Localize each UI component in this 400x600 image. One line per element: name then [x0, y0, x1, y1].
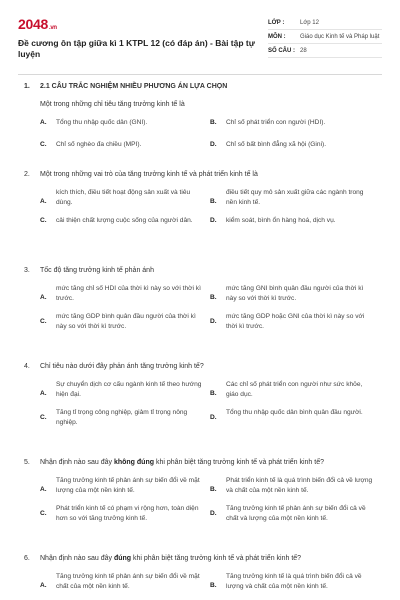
- logo-suffix: .vn: [48, 25, 57, 31]
- option-text: cải thiện chất lượng cuộc sống của người dân.: [56, 217, 193, 224]
- question-text-part: khi phân biệt tăng trưởng kinh tế và phát triển kinh tế?: [131, 555, 302, 562]
- option-d[interactable]: [210, 140, 380, 150]
- option-a[interactable]: [40, 572, 210, 600]
- question-5: [24, 458, 380, 524]
- site-logo[interactable]: [18, 16, 256, 32]
- question-text: Chỉ tiêu nào dưới đây phản ánh tăng trưởng kinh tế?: [40, 363, 204, 370]
- option-text: Phát triển kinh tế là quá trình biến đổi cả về lượng và chất của một nền kinh tế.: [226, 477, 373, 494]
- question-number: 5.: [24, 459, 30, 466]
- section-number: 1.: [24, 83, 30, 90]
- logo-text: 2048: [18, 16, 48, 32]
- option-c[interactable]: [40, 140, 210, 150]
- option-a[interactable]: [40, 284, 210, 312]
- option-d[interactable]: [210, 408, 380, 428]
- section-title: 2.1 CÂU TRẮC NGHIỆM NHIỀU PHƯƠNG ÁN LỰA CHỌN: [40, 83, 228, 90]
- options: [40, 188, 380, 226]
- option-row: [40, 216, 380, 226]
- option-d[interactable]: [210, 216, 380, 226]
- option-b[interactable]: [210, 572, 380, 600]
- question-text-part: Nhận định nào sau đây: [40, 555, 114, 562]
- option-text: mức tăng chỉ số HDI của thời kì này so với thời kì trước.: [56, 285, 201, 302]
- option-text: mức tăng GNI bình quân đầu người của thời kì này so với thời kì trước.: [226, 285, 364, 302]
- question-stem: [24, 266, 380, 275]
- options: [40, 572, 380, 600]
- option-text: mức tăng GDP hoặc GNI của thời kì này so với thời kì trước.: [226, 313, 365, 330]
- option-text: Phát triển kinh tế có phạm vi rộng hơn, toàn diện hơn so với tăng trưởng kinh tế.: [56, 505, 199, 522]
- option-b[interactable]: [210, 380, 380, 408]
- option-letter: B.: [210, 119, 217, 126]
- question-number: [24, 100, 40, 109]
- option-row: [40, 312, 380, 332]
- meta-value: Lớp 12: [300, 19, 319, 26]
- option-letter: B.: [210, 486, 217, 493]
- section-heading: [24, 82, 380, 91]
- option-a[interactable]: [40, 188, 210, 216]
- option-a[interactable]: [40, 380, 210, 408]
- option-row: [40, 504, 380, 524]
- question-stem: [24, 170, 380, 179]
- option-d[interactable]: [210, 504, 380, 524]
- option-letter: C.: [40, 510, 47, 517]
- option-row: [40, 572, 380, 600]
- meta-row-subject: [268, 30, 382, 44]
- option-row: [40, 476, 380, 504]
- header-divider: [18, 74, 382, 75]
- option-text: Chỉ số phát triển con người (HDI).: [226, 119, 326, 126]
- header-left: [18, 16, 256, 72]
- question-text: Một trong những vai trò của tăng trưởng kinh tế và phát triển kinh tế là: [40, 171, 258, 178]
- option-letter: A.: [40, 119, 47, 126]
- option-letter: D.: [210, 414, 217, 421]
- meta-table: [268, 16, 382, 72]
- meta-row-count: [268, 44, 382, 58]
- option-a[interactable]: [40, 476, 210, 504]
- meta-row-class: [268, 16, 382, 30]
- option-letter: B.: [210, 390, 217, 397]
- question-3: [24, 266, 380, 332]
- option-row: [40, 118, 380, 140]
- question-stem: [24, 554, 380, 563]
- option-text: kiểm soát, bình ổn hàng hoá, dịch vụ.: [226, 217, 336, 224]
- option-letter: D.: [210, 510, 217, 517]
- option-c[interactable]: [40, 312, 210, 332]
- question-stem: [24, 100, 380, 109]
- option-letter: A.: [40, 486, 47, 493]
- option-b[interactable]: [210, 476, 380, 504]
- question-number: 6.: [24, 555, 30, 562]
- option-row: [40, 380, 380, 408]
- option-letter: B.: [210, 582, 217, 589]
- option-text: Tăng tỉ trọng công nghiệp, giảm tỉ trọng nông nghiệp.: [56, 409, 188, 426]
- option-letter: A.: [40, 294, 47, 301]
- question-number: 2.: [24, 171, 30, 178]
- option-row: [40, 284, 380, 312]
- question-stem: [24, 362, 380, 371]
- options: [40, 380, 380, 428]
- option-text: Tăng trưởng kinh tế phản ánh sự biến đổi về mặt chất của một nền kinh tế.: [56, 573, 200, 590]
- meta-value: 28: [300, 47, 307, 54]
- question-text-part: khi phân biệt tăng trưởng kinh tế và phát triển kinh tế?: [154, 459, 324, 466]
- option-row: [40, 408, 380, 428]
- question-text: Một trong những chỉ tiêu tăng trưởng kinh tế là: [40, 101, 185, 108]
- option-b[interactable]: [210, 188, 380, 216]
- option-letter: A.: [40, 582, 47, 589]
- option-letter: B.: [210, 294, 217, 301]
- option-letter: A.: [40, 390, 47, 397]
- options: [40, 476, 380, 524]
- option-text: điều tiết quy mô sản xuất giữa các ngành trong nền kinh tế.: [226, 189, 364, 206]
- option-text: Tăng trưởng kinh tế phản ánh sự biến đổi về mặt lượng của một nền kinh tế.: [56, 477, 200, 494]
- options: [40, 118, 380, 150]
- option-letter: C.: [40, 414, 47, 421]
- option-letter: C.: [40, 217, 47, 224]
- question-4: [24, 362, 380, 428]
- option-text: Tăng trưởng kinh tế là quá trình biến đổi cả về lượng và chất của một nền kinh tế.: [226, 573, 362, 590]
- option-text: Tăng trưởng kinh tế phản ánh sự biến đổi cả về chất và lượng của một nền kinh tế.: [226, 505, 366, 522]
- meta-value: Giáo dục Kinh tế và Pháp luật: [300, 33, 380, 40]
- meta-key: MÔN :: [268, 33, 286, 40]
- option-text: Các chỉ số phát triển con người như sức khỏe, giáo dục.: [226, 381, 363, 398]
- question-number: 3.: [24, 267, 30, 274]
- option-text: Chỉ số bất bình đẳng xã hội (Gini).: [226, 141, 327, 148]
- document-header: [0, 0, 400, 72]
- option-letter: D.: [210, 141, 217, 148]
- option-text: Tổng thu nhập quốc dân (GNI).: [56, 119, 148, 126]
- option-b[interactable]: [210, 118, 380, 140]
- meta-key: SỐ CÂU :: [268, 47, 295, 54]
- option-d[interactable]: [210, 312, 380, 332]
- option-c[interactable]: [40, 504, 210, 524]
- option-b[interactable]: [210, 284, 380, 312]
- option-a[interactable]: [40, 118, 210, 140]
- question-text: [40, 554, 380, 563]
- option-text: Tổng thu nhập quốc dân bình quân đầu người.: [226, 409, 363, 416]
- option-c[interactable]: [40, 408, 210, 428]
- question-emphasis: không đúng: [113, 459, 154, 466]
- question-1: [24, 82, 380, 150]
- option-text: Chỉ số nghèo đa chiều (MPI).: [56, 141, 142, 148]
- option-text: Sự chuyển dịch cơ cấu ngành kinh tế theo hướng hiện đại.: [56, 381, 202, 398]
- option-letter: C.: [40, 318, 47, 325]
- question-text: [40, 458, 380, 467]
- option-letter: A.: [40, 198, 47, 205]
- option-letter: B.: [210, 198, 217, 205]
- option-c[interactable]: [40, 216, 210, 226]
- question-2: [24, 170, 380, 226]
- question-number: 4.: [24, 363, 30, 370]
- question-stem: [24, 458, 380, 467]
- option-text: mức tăng GDP bình quân đầu người của thời kì này so với thời kì trước.: [56, 313, 196, 330]
- option-letter: C.: [40, 141, 47, 148]
- option-row: [40, 140, 380, 150]
- option-letter: D.: [210, 217, 217, 224]
- document-title: Đề cương ôn tập giữa kì 1 KTPL 12 (có đáp án) - Bài tập tự luyện: [18, 38, 255, 59]
- option-row: [40, 188, 380, 216]
- options: [40, 284, 380, 332]
- question-6: [24, 554, 380, 600]
- option-text: kích thích, điều tiết hoạt động sản xuất và tiêu dùng.: [56, 189, 191, 206]
- meta-key: LỚP :: [268, 19, 285, 26]
- option-letter: D.: [210, 318, 217, 325]
- question-text-part: Nhận định nào sau đây: [40, 459, 114, 466]
- question-emphasis: đúng: [113, 555, 132, 562]
- question-text: Tốc độ tăng trưởng kinh tế phản ánh: [40, 267, 154, 274]
